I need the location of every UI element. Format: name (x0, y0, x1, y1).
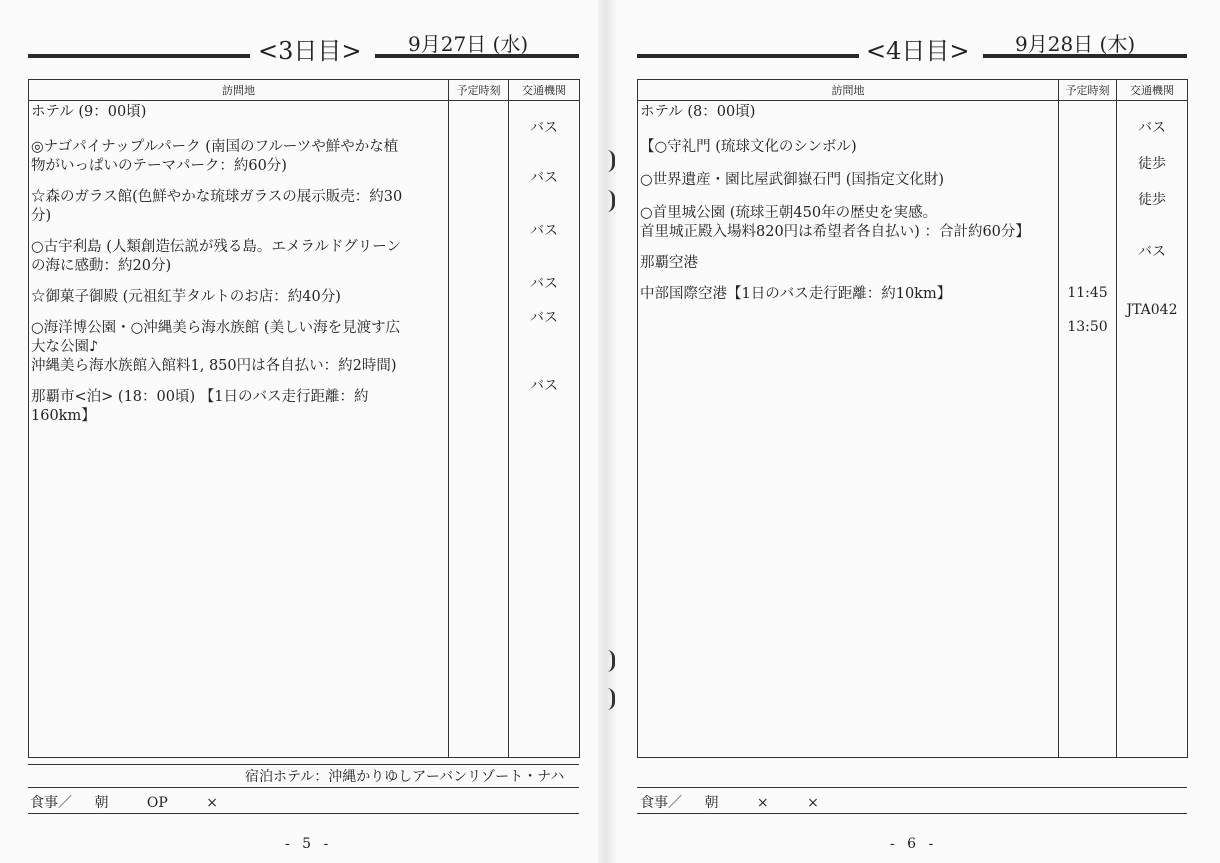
visit-item: 【○守礼門 (琉球文化のシンボル) (640, 139, 857, 155)
visit-item: 那覇市<泊> (18：00頃) 【1日のバス走行距離：約 160km】 (31, 389, 369, 424)
time-item: 11:45 (1067, 285, 1108, 301)
transport-item: バス (530, 378, 558, 394)
transport-item: バス (530, 310, 558, 326)
column-header-time: 予定時刻 (1059, 80, 1117, 101)
meal-label: 食事／ (30, 795, 72, 811)
day-title-left: <3日目> (258, 37, 362, 65)
visit-item: ○古宇利島 (人類創造伝説が残る島。エメラルドグリーン の海に感動：約20分) (31, 239, 401, 274)
visit-item: ☆御菓子御殿 (元祖紅芋タルトのお店：約40分) (31, 289, 341, 305)
page-number-right: - 6 - (890, 836, 938, 852)
visit-item: ○海洋博公園・○沖縄美ら海水族館 (美しい海を見渡す広 大な公園♪ 沖縄美ら海水族館入館料1, 850円は各自払い：約2時間) (31, 320, 401, 374)
transport-cell (509, 101, 580, 758)
transport-item: バス (530, 170, 558, 186)
transport-item: 徒歩 (1138, 192, 1166, 208)
meal-rule-top-left (28, 787, 579, 788)
visit-item: ○首里城公園 (琉球王朝450年の歴史を実感。 首里城正殿入場料820円は希望者各自払い) ：合計約60分】 (640, 205, 1030, 240)
lunch-value: × (807, 795, 819, 811)
visit-item: 那覇空港 (640, 255, 698, 271)
time-item: 13:50 (1067, 319, 1108, 335)
visit-item: ホテル (8：00頃) (640, 104, 756, 120)
breakfast-value: × (756, 795, 769, 811)
breakfast-label: 朝 (94, 795, 109, 811)
hotel-rule (28, 764, 579, 765)
hotel-line: 宿泊ホテル：沖縄かりゆしアーバンリゾート・ナハ (245, 769, 565, 785)
transport-item: バス (1138, 120, 1166, 136)
column-header-transport: 交通機関 (509, 80, 580, 101)
meal-rule-bottom-right (637, 813, 1187, 814)
book-spine (598, 0, 616, 863)
lunch-value: × (206, 795, 218, 811)
column-header-visit: 訪問地 (29, 80, 449, 101)
visit-item: ○世界遺産・園比屋武御嶽石門 (国指定文化財) (640, 172, 945, 188)
day-title-right: <4日目> (866, 37, 970, 65)
transport-item: JTA042 (1126, 302, 1178, 318)
meal-rule-bottom-left (28, 813, 579, 814)
breakfast-value: OP (146, 795, 168, 811)
schedule-table-left (28, 79, 580, 758)
header-rule-right-a (637, 54, 859, 58)
time-cell (449, 101, 509, 758)
visit-cell (638, 101, 1059, 758)
time-cell (1059, 101, 1117, 758)
meal-line-right (640, 792, 819, 812)
column-header-time: 予定時刻 (449, 80, 509, 101)
meal-line-left (30, 792, 218, 812)
page-number-left: - 5 - (285, 836, 333, 852)
header-rule-left-a (28, 54, 250, 58)
transport-item: バス (530, 120, 558, 136)
visit-item: 中部国際空港【1日のバス走行距離：約10km】 (640, 286, 952, 302)
transport-item: 徒歩 (1138, 156, 1166, 172)
breakfast-label: 朝 (704, 795, 719, 811)
meal-rule-top-right (637, 787, 1187, 788)
transport-item: バス (530, 276, 558, 292)
visit-item: ☆森のガラス館(色鮮やかな琉球ガラスの展示販売：約30 分) (31, 189, 403, 224)
visit-item: ◎ナゴパイナップルパーク (南国のフルーツや鮮やかな植 物がいっぱいのテーマパーク：約60分) (31, 139, 399, 174)
transport-item: バス (530, 223, 558, 239)
column-header-visit: 訪問地 (638, 80, 1059, 101)
visit-item: ホテル (9：00頃) (31, 104, 147, 120)
transport-cell (1117, 101, 1188, 758)
column-header-transport: 交通機関 (1117, 80, 1188, 101)
schedule-table-right (637, 79, 1188, 758)
transport-item: バス (1138, 244, 1166, 260)
date-title-right: 9月28日 (木) (1015, 32, 1136, 56)
visit-cell (29, 101, 449, 758)
meal-label: 食事／ (640, 795, 682, 811)
date-title-left: 9月27日 (水) (408, 32, 529, 56)
